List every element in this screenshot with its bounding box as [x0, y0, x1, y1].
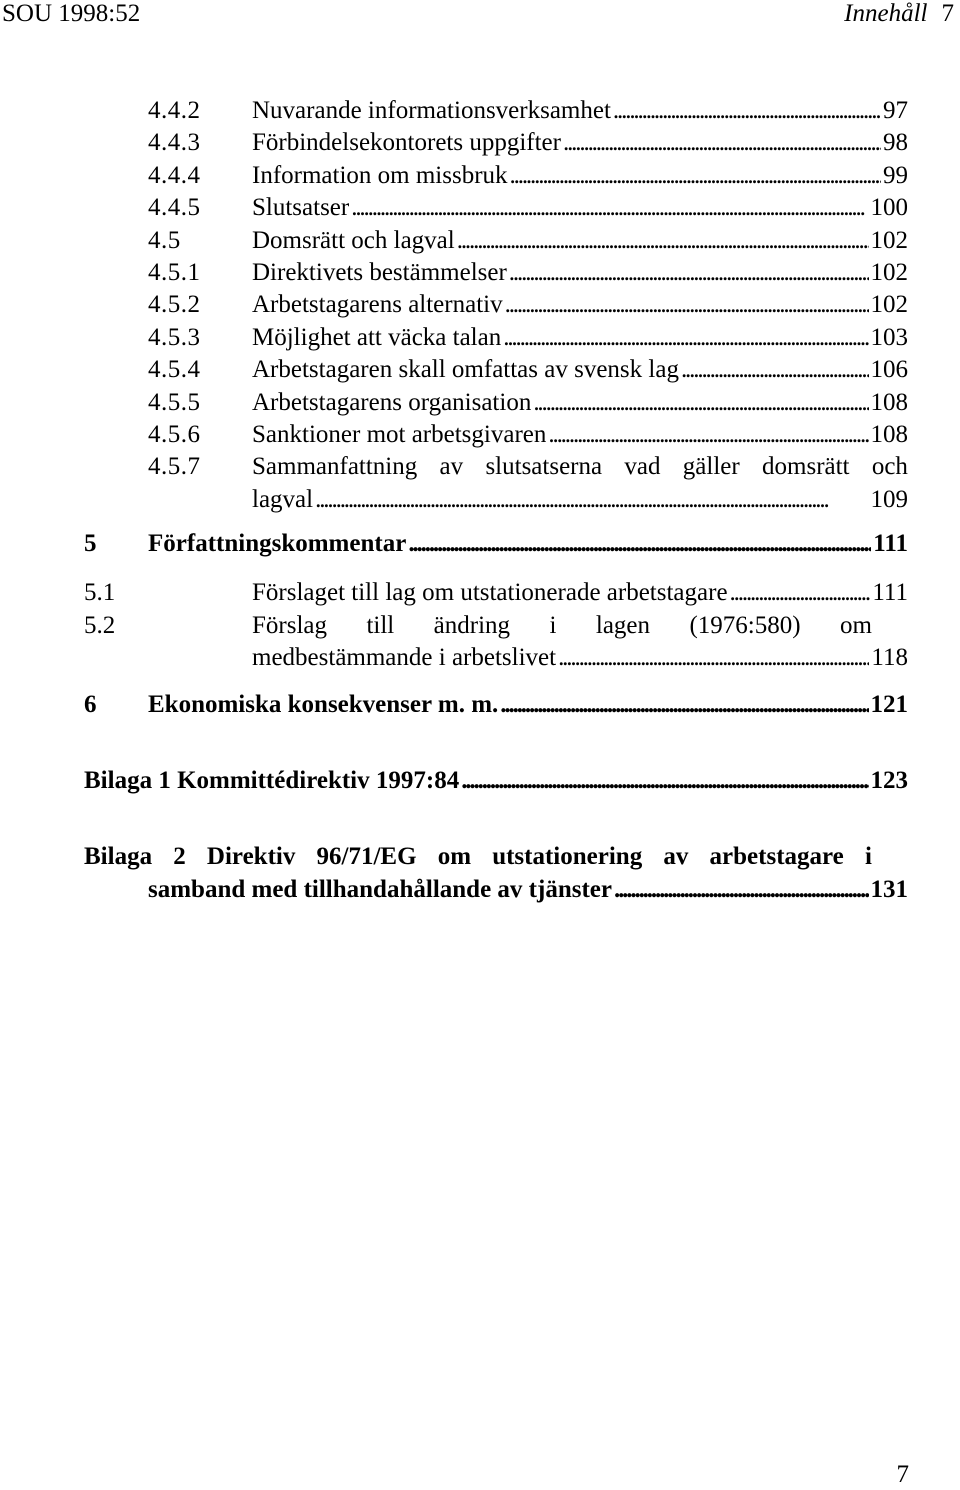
toc-entry-page: 99: [883, 161, 908, 189]
title-word: Direktiv: [206, 843, 296, 871]
toc-appendix-title: Bilaga 1 Kommittédirektiv 1997:84: [84, 767, 460, 795]
toc-entry-page: 100: [870, 194, 908, 222]
title-word: 2: [173, 843, 186, 871]
toc-entry[interactable]: [84, 257, 908, 289]
toc-entry[interactable]: [84, 387, 908, 419]
toc-entry-page: 102: [870, 258, 908, 286]
toc-entry-title-line1: [252, 610, 872, 642]
toc-entry[interactable]: [84, 225, 908, 257]
toc-entry-page: 108: [870, 420, 908, 448]
title-word: till: [366, 611, 395, 639]
toc-entry-title: Information om missbruk: [252, 161, 508, 189]
toc-chapter-title: Författningskommentar: [148, 530, 407, 558]
title-word: arbetstagare: [709, 843, 844, 871]
dot-leader: [509, 257, 869, 289]
toc-entry-page: 102: [870, 291, 908, 319]
dot-leader: [500, 689, 868, 721]
toc-entry-4-5-7[interactable]: [84, 451, 908, 483]
toc-entry-title: Förbindelsekontorets uppgifter: [252, 129, 561, 157]
toc-appendix-2-cont[interactable]: [84, 874, 908, 906]
title-word: Bilaga: [84, 843, 153, 871]
toc-entry-number: 4.5.6: [148, 420, 201, 448]
dot-leader: [503, 322, 868, 354]
title-word: lagen: [595, 611, 651, 639]
toc-chapter-page: 121: [870, 690, 908, 718]
toc-entry-number: 4.5.4: [148, 356, 201, 384]
title-word: om: [840, 611, 872, 639]
dot-leader: [614, 874, 869, 906]
toc-entry-title-line2: medbestämmande i arbetslivet: [252, 644, 557, 672]
toc-entry-title: Förslaget till lag om utstationerade arbetstagare: [252, 579, 728, 607]
toc-entry-title: Arbetstagarens alternativ: [252, 291, 503, 319]
toc-entry-number: 4.4.4: [148, 161, 201, 189]
toc-entry-title: Sanktioner mot arbetsgivaren: [252, 420, 547, 448]
toc-entry-title: Möjlighet att väcka talan: [252, 323, 502, 351]
toc-entry-number: 4.5.2: [148, 291, 201, 319]
title-word: vad: [624, 453, 661, 481]
title-word: utstationering: [492, 843, 643, 871]
title-word: av: [439, 453, 464, 481]
toc-entry-number: 5.1: [84, 579, 116, 607]
toc-entry-4-5-7-cont[interactable]: [84, 484, 908, 516]
dot-leader: [351, 192, 868, 224]
toc-entry[interactable]: [84, 354, 908, 386]
toc-entry-title: Direktivets bestämmelser: [252, 258, 507, 286]
chapter-title: Innehåll: [844, 0, 928, 27]
toc-chapter-page: 111: [873, 530, 908, 558]
toc-entry-page: 106: [870, 356, 908, 384]
dot-leader: [533, 387, 868, 419]
title-word: domsrätt: [762, 453, 850, 481]
toc-entry-number: 4.5.1: [148, 258, 201, 286]
toc-chapter-6[interactable]: [84, 689, 908, 721]
dot-leader: [730, 577, 871, 609]
toc-entry-page: 111: [872, 579, 908, 607]
title-word: Sammanfattning: [252, 453, 418, 481]
dot-leader: [558, 642, 869, 674]
toc-appendix-title-line1: [84, 841, 872, 873]
dot-leader: [548, 419, 868, 451]
title-word: slutsatserna: [485, 453, 603, 481]
toc-entry-title-line2: lagval: [252, 485, 314, 513]
dot-leader: [613, 95, 881, 127]
toc-entry-number: 4.5.5: [148, 388, 201, 416]
title-word: i: [864, 843, 872, 871]
toc-appendix-page: 131: [870, 875, 908, 903]
toc-entry-title: Nuvarande informationsverksamhet: [252, 97, 611, 124]
title-word: och: [871, 453, 908, 481]
document-id: SOU 1998:52: [2, 0, 141, 27]
toc-section-4-entries: [84, 95, 908, 451]
title-word: i: [549, 611, 557, 639]
toc-entry-page: 102: [870, 226, 908, 254]
toc-entry[interactable]: [84, 322, 908, 354]
toc-entry-title: Arbetstagarens organisation: [252, 388, 532, 416]
toc-entry-5-1[interactable]: [84, 577, 908, 609]
toc-entry-5-2[interactable]: [84, 610, 908, 642]
toc-appendix-title-line2: samband med tillhandahållande av tjänster: [148, 875, 612, 903]
toc-entry-title: Domsrätt och lagval: [252, 226, 455, 254]
title-word: ändring: [433, 611, 511, 639]
toc-chapter-number: 6: [84, 690, 97, 718]
toc-entry-title-line1: [252, 451, 908, 483]
title-word: gäller: [682, 453, 740, 481]
dot-leader: [315, 484, 868, 516]
dot-leader: [457, 225, 869, 257]
title-word: Förslag: [252, 611, 327, 639]
toc-entry[interactable]: [84, 289, 908, 321]
running-head: [844, 0, 954, 29]
toc-entry-number: 4.5.7: [148, 453, 201, 481]
dot-leader: [681, 354, 869, 386]
title-word: av: [663, 843, 689, 871]
table-of-contents: [84, 95, 908, 906]
footer-page-number: 7: [896, 1461, 909, 1488]
toc-entry[interactable]: [84, 95, 908, 127]
toc-entry-page: 118: [871, 644, 908, 672]
title-word: (1976:580): [689, 611, 801, 639]
toc-entry-title: Slutsatser: [252, 194, 350, 222]
toc-chapter-5[interactable]: [84, 528, 908, 560]
toc-entry[interactable]: [84, 127, 908, 159]
toc-entry-number: 4.4.3: [148, 129, 201, 157]
dot-leader: [563, 127, 881, 159]
toc-entry[interactable]: [84, 192, 908, 224]
toc-entry-number: 4.4.2: [148, 97, 201, 124]
title-word: om: [437, 843, 472, 871]
toc-appendix-page: 123: [870, 767, 908, 795]
toc-entry-page: 97: [883, 97, 908, 124]
title-word: 96/71/EG: [316, 843, 417, 871]
toc-chapter-number: 5: [84, 530, 97, 558]
toc-entry-page: 103: [870, 323, 908, 351]
toc-entry[interactable]: [84, 160, 908, 192]
toc-appendix-1[interactable]: [84, 765, 908, 797]
toc-entry-number: 4.5.3: [148, 323, 201, 351]
dot-leader: [461, 765, 868, 797]
dot-leader: [408, 528, 871, 560]
toc-appendix-2[interactable]: [84, 841, 908, 873]
toc-entry[interactable]: [84, 419, 908, 451]
toc-entry-page: 108: [870, 388, 908, 416]
toc-entry-number: 4.4.5: [148, 194, 201, 222]
toc-entry-title: Arbetstagaren skall omfattas av svensk lag: [252, 356, 679, 384]
toc-chapter-title: Ekonomiska konsekvenser m. m.: [148, 690, 499, 718]
dot-leader: [505, 289, 869, 321]
toc-entry-number: 4.5: [148, 226, 181, 254]
dot-leader: [510, 160, 881, 192]
toc-entry-5-2-cont[interactable]: [84, 642, 908, 674]
toc-entry-page: 98: [883, 129, 908, 157]
toc-entry-number: 5.2: [84, 611, 116, 639]
toc-entry-page: 109: [870, 485, 908, 513]
header-page-number: 7: [941, 0, 954, 27]
